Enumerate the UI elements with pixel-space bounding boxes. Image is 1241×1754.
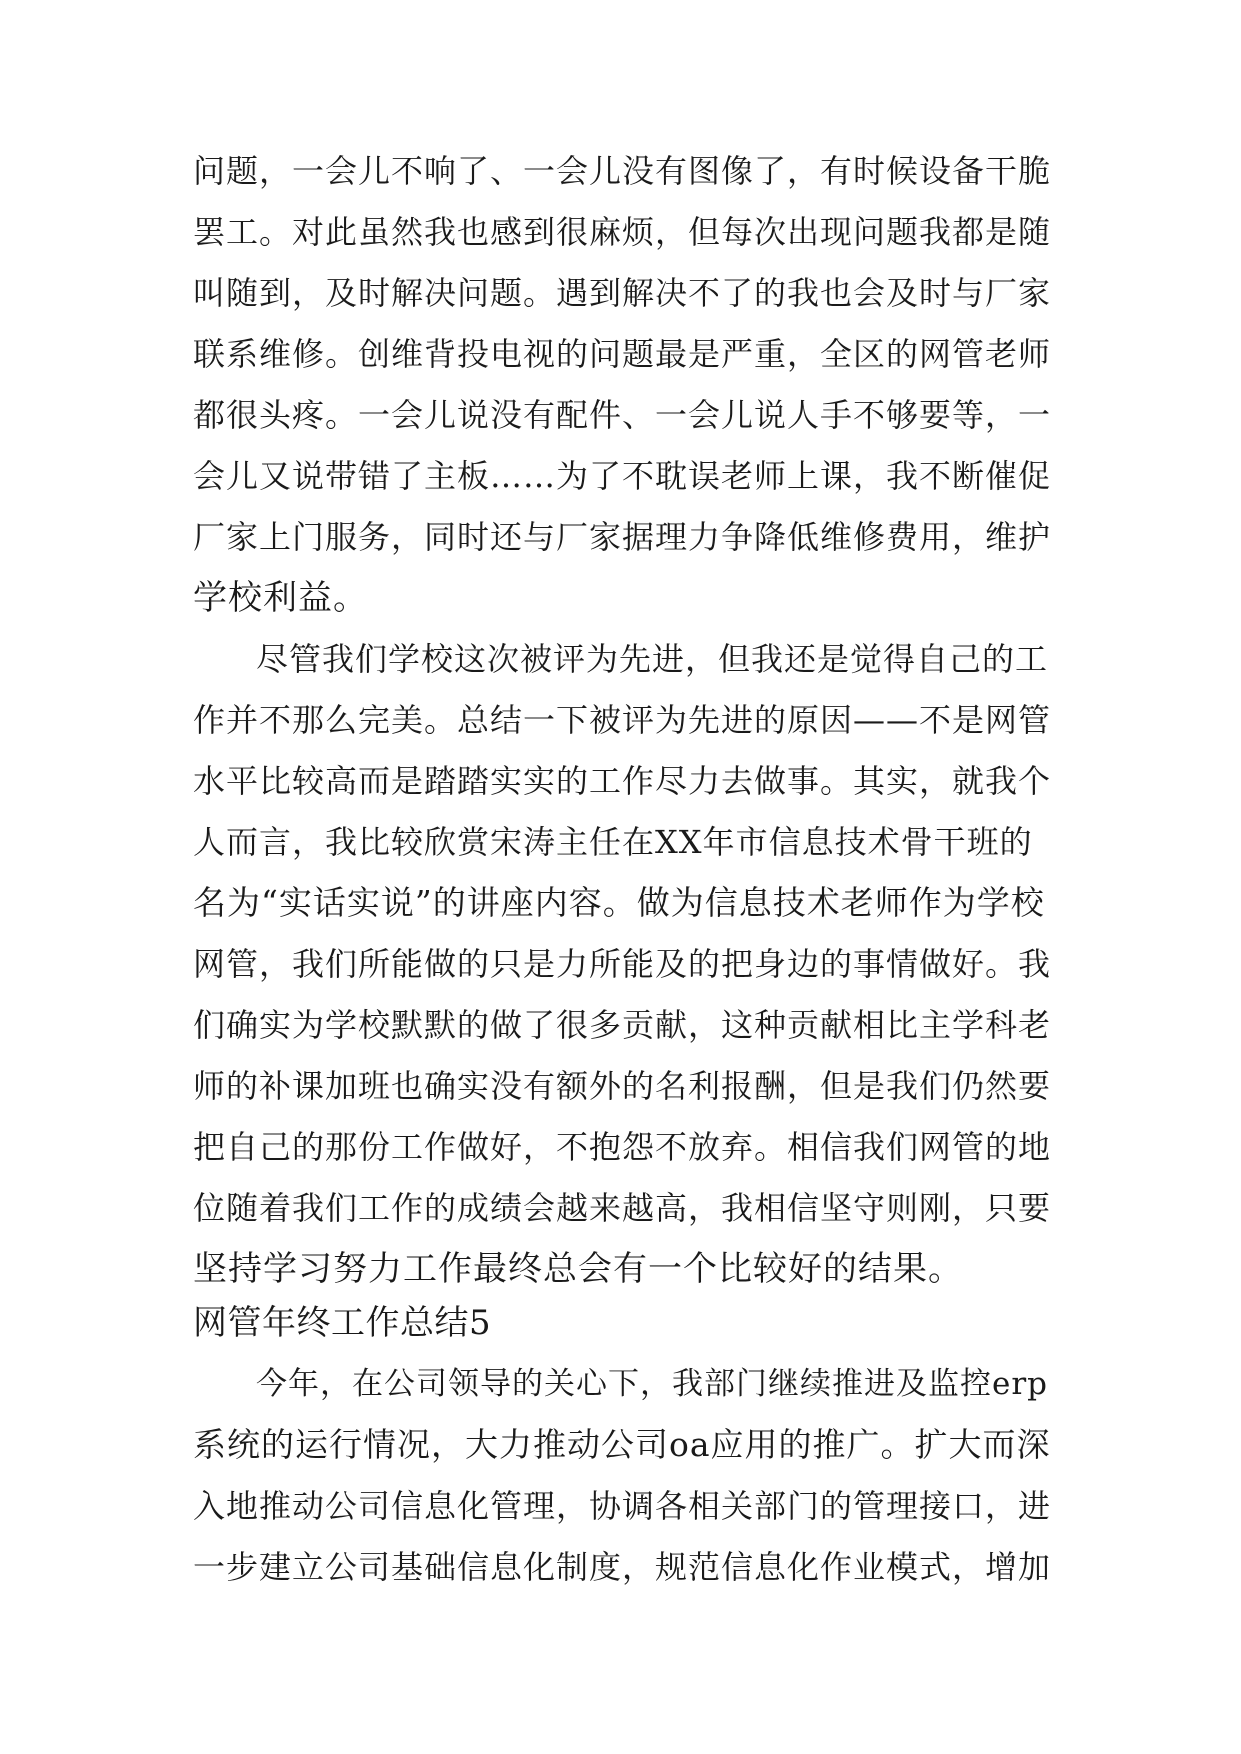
text-line: 把自己的那份工作做好，不抱怨不放弃。相信我们网管的地	[193, 1128, 1052, 1166]
text-line: 坚持学习努力工作最终总会有一个比较好的结果。	[193, 1249, 963, 1289]
paragraph-first-line: 尽管我们学校这次被评为先进，但我还是觉得自己的工	[256, 640, 1049, 678]
text-line: 会儿又说带错了主板……为了不耽误老师上课，我不断催促	[193, 457, 1052, 495]
text-line: 网管，我们所能做的只是力所能及的把身边的事情做好。我	[193, 945, 1052, 983]
text-line: 们确实为学校默默的做了很多贡献，这种贡献相比主学科老	[193, 1006, 1052, 1044]
text-line: 问题，一会儿不响了、一会儿没有图像了，有时候设备干脆	[193, 152, 1052, 190]
text-line: 师的补课加班也确实没有额外的名利报酬，但是我们仍然要	[193, 1067, 1052, 1105]
text-line: 一步建立公司基础信息化制度，规范信息化作业模式，增加	[193, 1548, 1052, 1586]
text-line: 人而言，我比较欣赏宋涛主任在XX年市信息技术骨干班的	[193, 823, 1033, 861]
text-line: 厂家上门服务，同时还与厂家据理力争降低维修费用，维护	[193, 518, 1052, 556]
section-heading: 网管年终工作总结5	[193, 1303, 492, 1343]
paragraph-first-line: 今年，在公司领导的关心下，我部门继续推进及监控erp	[256, 1366, 1049, 1402]
text-line: 系统的运行情况，大力推动公司oa应用的推广。扩大而深	[193, 1425, 1051, 1464]
text-line: 叫随到，及时解决问题。遇到解决不了的我也会及时与厂家	[193, 274, 1052, 312]
text-line: 联系维修。创维背投电视的问题最是严重，全区的网管老师	[193, 335, 1052, 373]
text-line: 都很头疼。一会儿说没有配件、一会儿说人手不够要等，一	[193, 396, 1052, 434]
text-line: 名为“实话实说”的讲座内容。做为信息技术老师作为学校	[193, 883, 1045, 922]
text-line: 水平比较高而是踏踏实实的工作尽力去做事。其实，就我个	[193, 762, 1052, 800]
text-line: 位随着我们工作的成绩会越来越高，我相信坚守则刚，只要	[193, 1189, 1052, 1227]
text-line: 入地推动公司信息化管理，协调各相关部门的管理接口，进	[193, 1487, 1052, 1525]
text-line: 作并不那么完美。总结一下被评为先进的原因——不是网管	[193, 701, 1052, 739]
text-line: 罢工。对此虽然我也感到很麻烦，但每次出现问题我都是随	[193, 213, 1052, 251]
text-line: 学校利益。	[193, 578, 368, 618]
